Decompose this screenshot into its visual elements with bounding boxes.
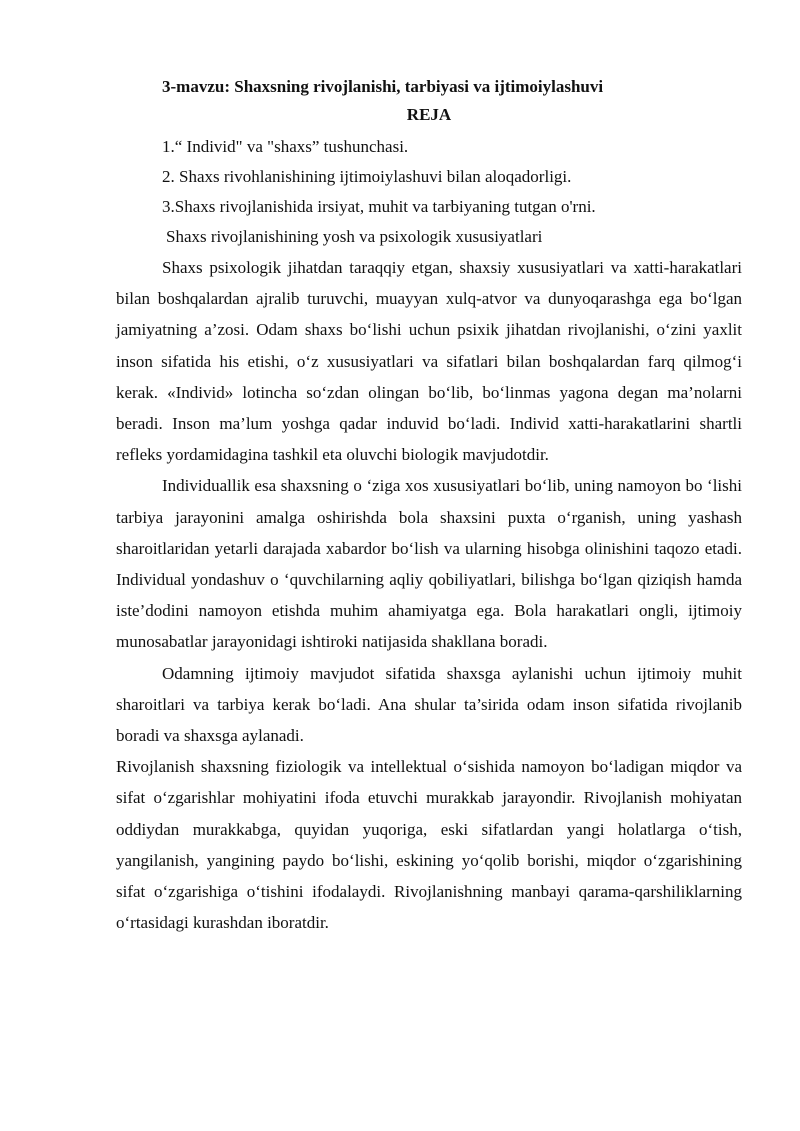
paragraph: Individuallik esa shaxsning o ‘ziga xos xususiyatlari bo‘lib, uning namoyon bo ‘lishi tarbiya jarayonini amalga oshirishda bola shaxsini puxta o‘rganish, uning yashash sharoitlaridan yetarli darajada xabardor bo‘lish va ularning hisobga olinishini taqozo etadi. Individual yondashuv o ‘quvchilarning aqliy qobiliyatlari, bilishga bo‘lgan qiziqish hamda iste’dodini namoyon etishda muhim ahamiyatga ega. Bola harakatlari ongli, ijtimoiy munosabatlar jarayonidagi ishtiroki natijasida shakllana boradi. <box>116 476 742 652</box>
plan-item: 2. Shaxs rivohlanishining ijtimoiylashuvi bilan aloqadorligi. <box>162 167 572 186</box>
paragraph: Rivojlanish shaxsning fiziologik va intellektual o‘sishida namoyon bo‘ladigan miqdor va sifat o‘zgarishlar mohiyatini ifoda etuvchi murakkab jarayondir. Rivojlanish mohiyatan oddiydan murakkabga, quyidan yuqoriga, eski sifatlardan yangi holatlarga o‘tish, yangilanish, yangining paydo bo‘lishi, eskining yo‘qolib borishi, miqdor o‘zgarishining sifat o‘zgarishiga o‘tishini ifodalaydi. Rivojlanishning manbayi qarama-qarshiliklarning o‘rtasidagi kurashdan iboratdir. <box>116 757 742 933</box>
plan-item: Shaxs rivojlanishining yosh va psixologik xususiyatlari <box>166 227 543 246</box>
body-text <box>116 252 742 938</box>
document-title: 3-mavzu: Shaxsning rivojlanishi, tarbiyasi va ijtimoiylashuvi <box>162 77 604 96</box>
plan-item: 1.“ Individ" va "shaxs” tushunchasi. <box>162 137 409 156</box>
paragraph: Odamning ijtimoiy mavjudot sifatida shaxsga aylanishi uchun ijtimoiy muhit sharoitlari va tarbiya kerak bo‘ladi. Ana shular ta’sirida odam inson sifatida rivojlanib boradi va shaxsga aylanadi. <box>116 663 742 746</box>
plan-heading: REJA <box>406 105 452 124</box>
document-page <box>116 74 742 938</box>
plan-item: 3.Shaxs rivojlanishida irsiyat, muhit va tarbiyaning tutgan o'rni. <box>162 197 596 216</box>
paragraph: Shaxs psixologik jihatdan taraqqiy etgan, shaxsiy xususiyatlari va xatti-harakatlari bilan boshqalardan ajralib turuvchi, muayyan xulq-atvor va dunyoqarashga ega bo‘lgan jamiyatning a’zosi. Odam shaxs bo‘lishi uchun psixik jihatdan rivojlanishi, o‘zini yaxlit inson sifatida his etishi, o‘z xususiyatlari va sifatlari bilan boshqalardan farq qilmog‘i kerak. «Individ» lotincha so‘zdan olingan bo‘lib, bo‘linmas yagona degan ma’nolarni beradi. Inson ma’lum yoshga qadar induvid bo‘ladi. Individ xatti-harakatlarini shartli refleks yordamidagina tashkil eta oluvchi biologik mavjudotdir. <box>116 258 742 465</box>
plan-list <box>116 132 742 252</box>
